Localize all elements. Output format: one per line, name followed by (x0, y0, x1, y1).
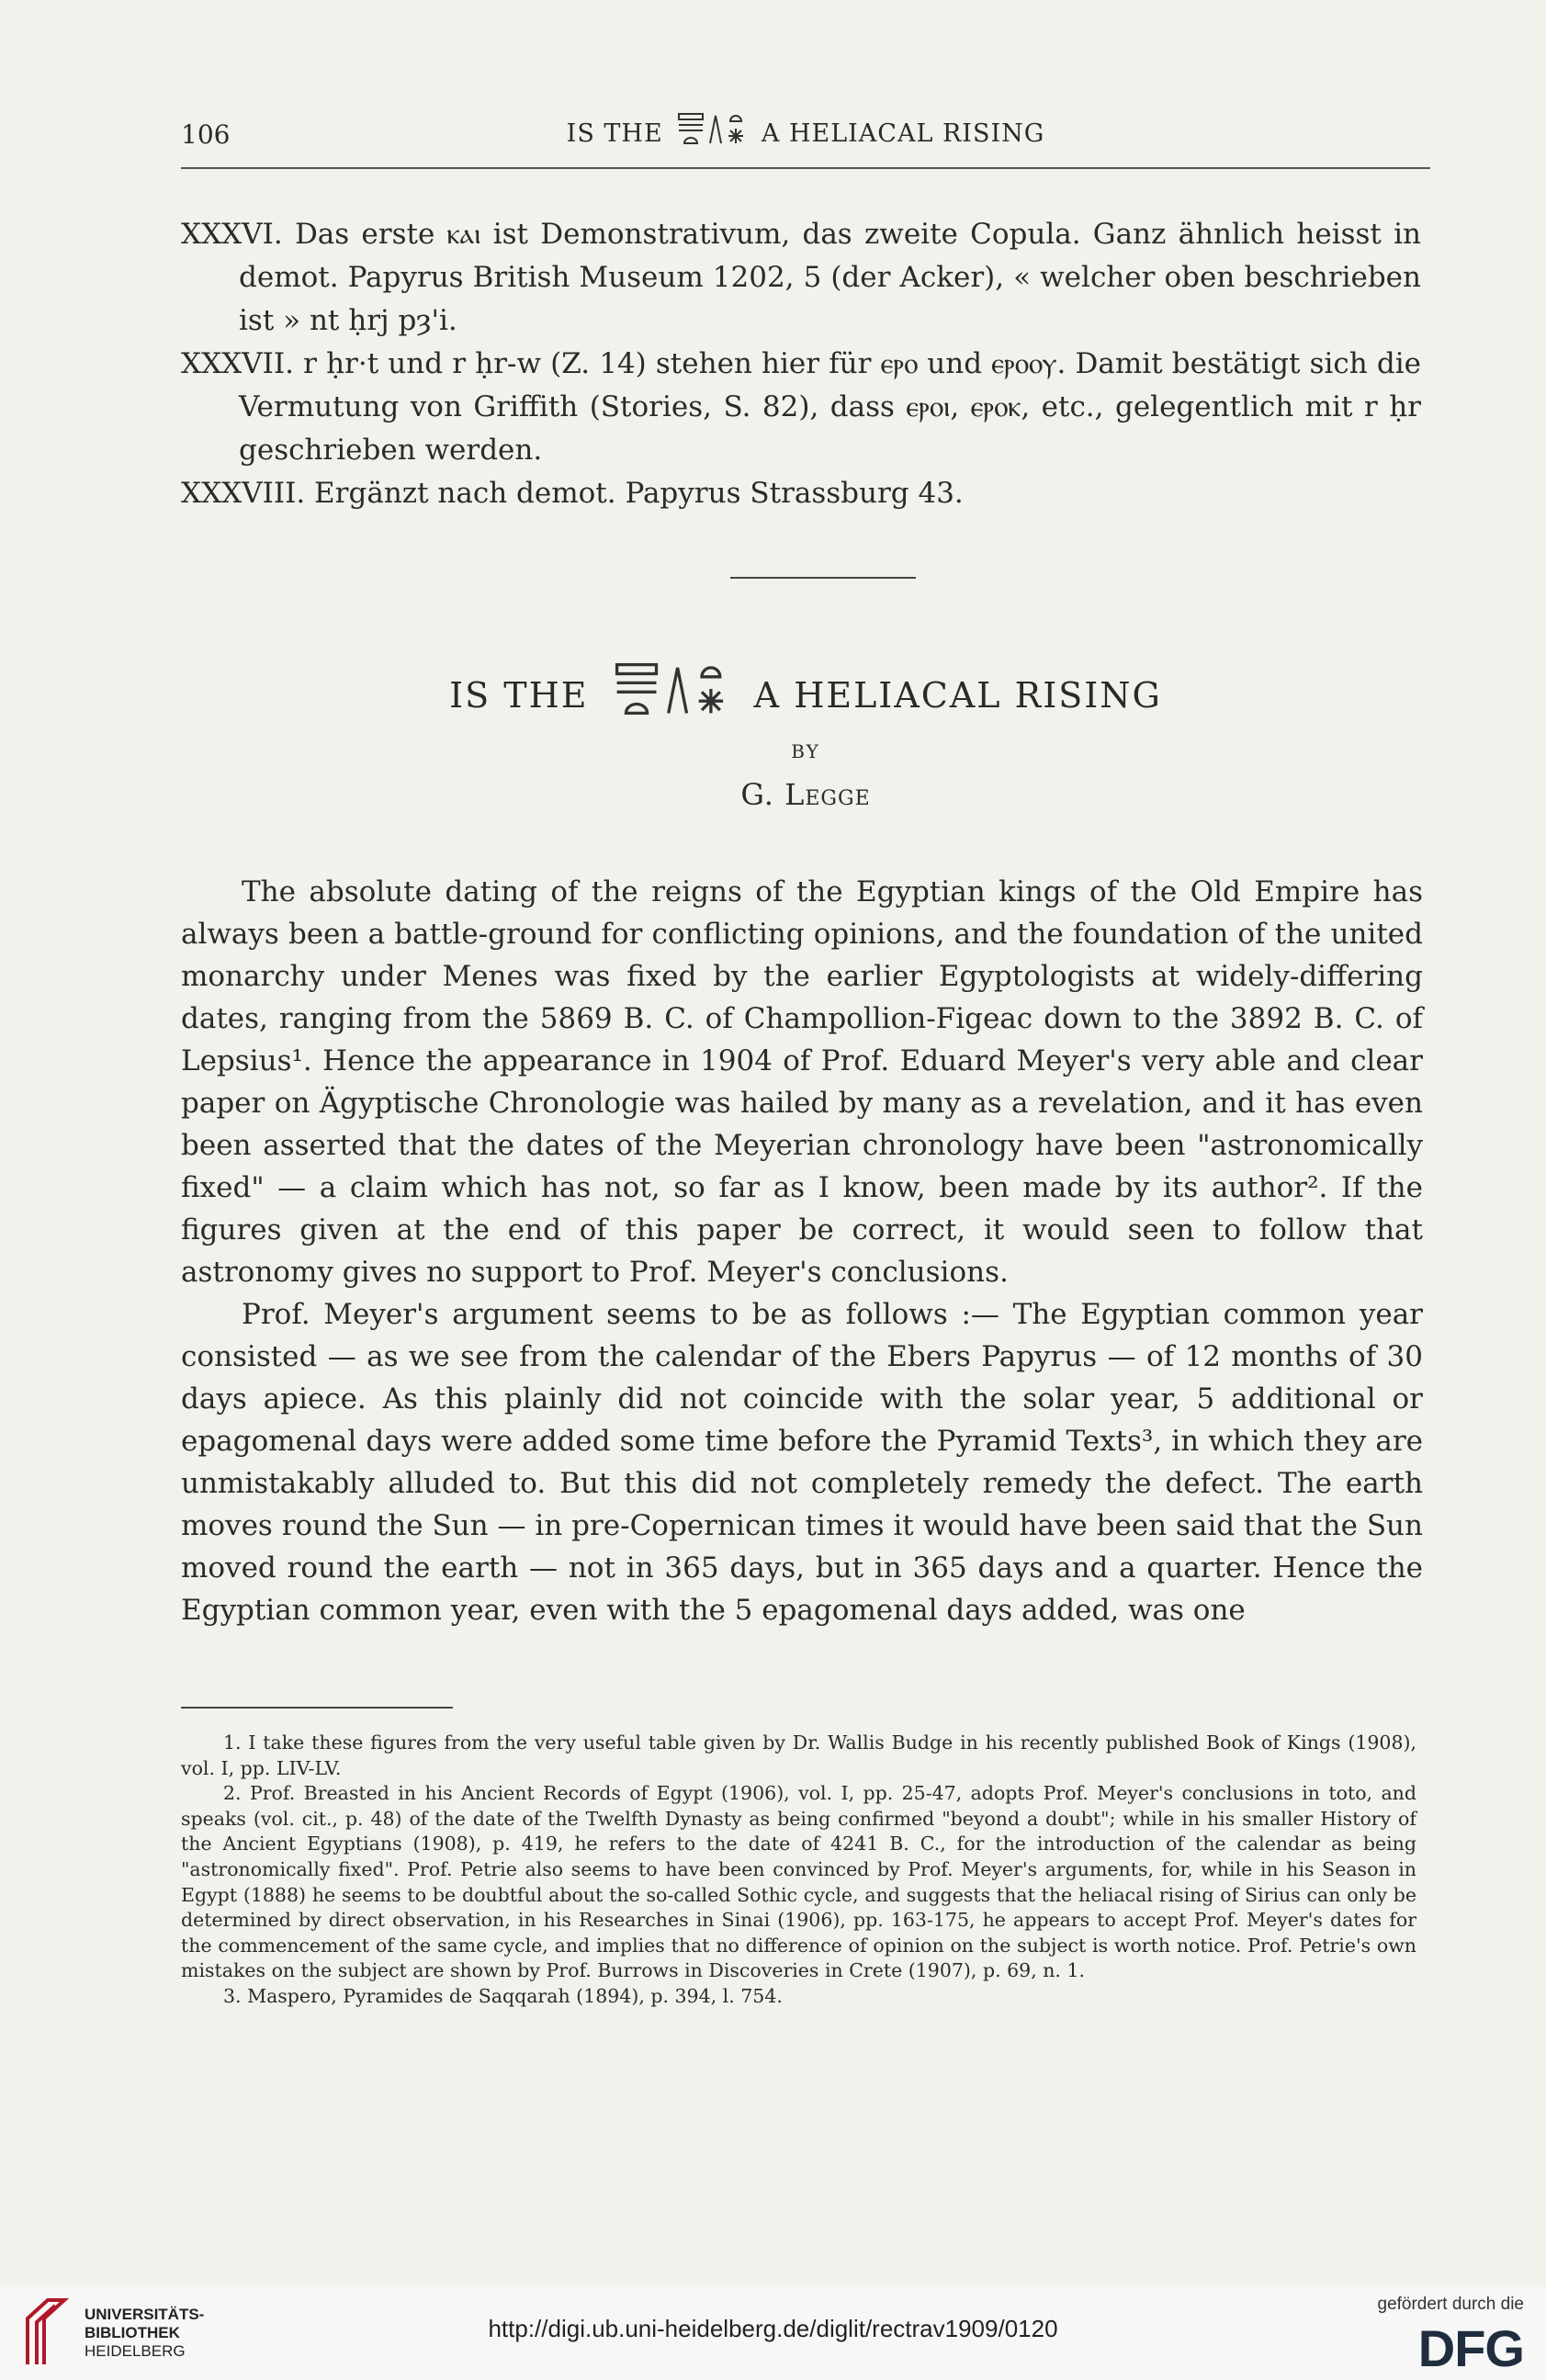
running-header (181, 116, 1430, 158)
note-37 (181, 343, 1421, 472)
section-divider (730, 577, 916, 579)
note-text: Ergänzt nach demot. Papyrus Strassburg 43. (314, 477, 964, 510)
notes-section (181, 213, 1421, 515)
note-36 (181, 213, 1421, 343)
running-title-before: IS THE (566, 119, 663, 148)
article-body (181, 871, 1423, 1631)
hieroglyph-sothis-group-icon (611, 659, 732, 719)
note-text: Das erste ⲕⲁⲓ ist Demonstrativum, das zweite Copula. Ganz ähnlich heisst in demot. Papyrus British Museum 1202, 5 (der Acker), « welcher oben beschrieben ist » nt ḥrj pȝ'i. (239, 218, 1422, 337)
note-number: XXXVII. (181, 347, 294, 380)
body-paragraph: The absolute dating of the reigns of the Egyptian kings of the Old Empire has always been a battle-ground for conflicting opinions, and the foundation of the united monarchy under Menes was fixed by the earlier Egyptologists at widely-differing dates, ranging from the 5869 B. C. of Champollion-Figeac down to the 3892 B. C. of Lepsius¹. Hence the appearance in 1904 of Prof. Eduard Meyer's very able and clear paper on Ägyptische Chronologie was hailed by many as a revelation, and it has even been asserted that the dates of the Meyerian chronology have been "astronomically fixed" — a claim which has not, so far as I know, been made by its author². If the figures given at the end of this paper be correct, it would seen to follow that astronomy gives no support to Prof. Meyer's conclusions. (181, 875, 1423, 1289)
note-number: XXXVI. (181, 218, 283, 251)
body-paragraph: Prof. Meyer's argument seems to be as follows :— The Egyptian common year consisted — as we see from the calendar of the Ebers Papyrus — of 12 months of 30 days apiece. As this plainly did not coincide with the solar year, 5 additional or epagomenal days were added some time before the Pyramid Texts³, in which they are unmistakably alluded to. But this did not completely remedy the defect. The earth moves round the Sun — in pre-Copernican times it would have been said that the Sun moved round the earth — not in 365 days, but in 365 days and a quarter. Hence the Egyptian common year, even with the 5 epagomenal days added, was one (181, 1298, 1423, 1627)
article-title-after: A HELIACAL RISING (753, 675, 1162, 716)
note-text: r ḥr·t und r ḥr-w (Z. 14) stehen hier für ⲉⲣⲟ und ⲉⲣⲟⲟⲩ. Damit bestätigt sich die Vermutung von Griffith (Stories, S. 82), dass ⲉⲣⲟⲓ, ⲉⲣⲟⲕ, etc., gelegentlich mit r ḥr geschrieben werden. (239, 347, 1421, 467)
hieroglyph-sothis-group-icon (675, 110, 749, 147)
library-line-3: HEIDELBERG (85, 2342, 186, 2360)
footnote-1: 1. I take these figures from the very useful table given by Dr. Wallis Budge in his recently published Book of Kings (1908), vol. I, pp. LIV-LV. (181, 1731, 1416, 1779)
footnote-rule (181, 1707, 453, 1709)
footnotes (181, 1731, 1416, 2010)
funding-note: gefördert durch die (1377, 2295, 1524, 2314)
permalink-url[interactable]: http://digi.ub.uni-heidelberg.de/diglit/rectrav1909/0120 (488, 2315, 1058, 2342)
byline-by: BY (791, 740, 820, 762)
note-number: XXXVIII. (181, 477, 306, 510)
note-38 (181, 472, 1421, 515)
header-rule (181, 167, 1430, 169)
library-line-1: UNIVERSITÄTS- (85, 2306, 205, 2323)
article-title (181, 675, 1430, 719)
author-name: G. Legge (740, 777, 871, 812)
library-line-2: BIBLIOTHEK (85, 2324, 180, 2341)
digitization-footer (0, 2287, 1546, 2380)
article-title-before: IS THE (449, 675, 589, 716)
dfg-logo: DFG (1417, 2319, 1524, 2377)
footnote-2: 2. Prof. Breasted in his Ancient Records of Egypt (1906), vol. I, pp. 25-47, adopts Prof. Meyer's conclusions in toto, and speaks (vol. cit., p. 48) of the date of the Twelfth Dynasty as being confirmed "beyond a doubt"; while in his smaller History of the Ancient Egyptians (1908), p. 419, he refers to the date of 4241 B. C., for the introduction of the calendar as being "astronomically fixed". Prof. Petrie also seems to have been convinced by Prof. Meyer's arguments, for, while in his Season in Egypt (1888) he seems to be doubtful about the so-called Sothic cycle, and suggests that the heliacal rising of Sirius can only be determined by direct observation, in his Researches in Sinai (1906), pp. 163-175, he appears to accept Prof. Meyer's dates for the commencement of the same cycle, and implies that no difference of opinion on the subject is worth notice. Prof. Petrie's own mistakes on the subject are shown by Prof. Burrows in Discoveries in Crete (1907), p. 69, n. 1. (181, 1782, 1416, 1982)
running-title (181, 119, 1430, 148)
page-number: 106 (181, 119, 231, 150)
footnote-3: 3. Maspero, Pyramides de Saqqarah (1894), p. 394, l. 754. (223, 1984, 783, 2007)
running-title-after: A HELIACAL RISING (761, 119, 1045, 148)
